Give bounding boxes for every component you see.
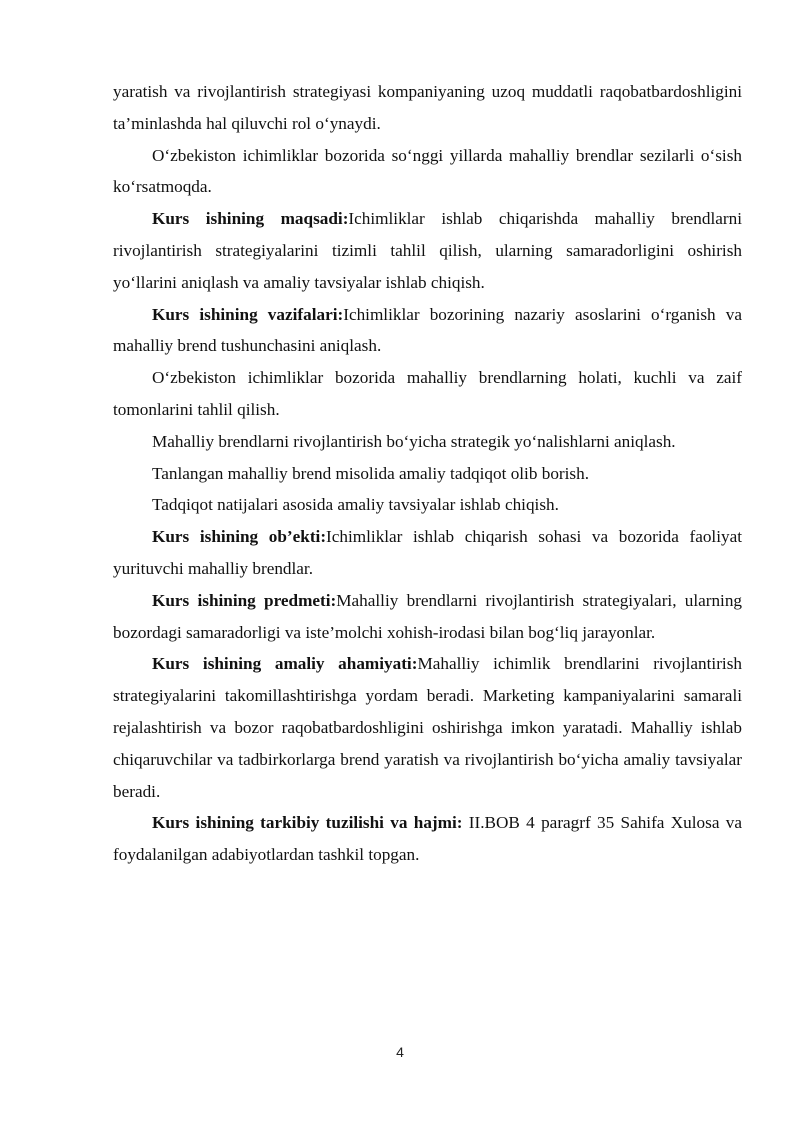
- paragraph-practical-significance: [113, 648, 742, 807]
- paragraph-task-recommendations: [113, 489, 742, 521]
- paragraph-task-strategy: [113, 426, 742, 458]
- paragraph-text: O‘zbekiston ichimliklar bozorida mahalliy brendlarning holati, kuchli va zaif tomonlarini tahlil qilish.: [113, 368, 742, 419]
- paragraph-goal: [113, 203, 742, 298]
- paragraph-heading: Kurs ishining maqsadi:: [152, 209, 349, 229]
- paragraph-heading: Kurs ishining tarkibiy tuzilishi va hajmi:: [152, 813, 469, 833]
- paragraph-object: [113, 521, 742, 585]
- paragraph-market-growth: [113, 140, 742, 204]
- paragraph-text: II.BOB 4 paragrf 35 Sahifa Xulosa va foydalanilgan adabiyotlardan tashkil topgan.: [113, 813, 742, 865]
- paragraph-heading: Kurs ishining ob’ekti:: [152, 527, 327, 547]
- paragraph-text: Ichimliklar ishlab chiqarish sohasi va bozorida faoliyat yurituvchi mahalliy brendlar.: [113, 527, 742, 578]
- paragraph-task-analysis: [113, 362, 742, 426]
- page-number: 4: [396, 1044, 404, 1060]
- paragraph-text: Ichimliklar ishlab chiqarishda mahalliy brendlarni rivojlantirish strategiyalarini tizimli tahlil qilish, ularning samaradorligini oshirish yo‘llarini aniqlash va amaliy tavsiyalar ishlab chiqish.: [113, 209, 742, 292]
- paragraph-structure: [113, 807, 742, 871]
- paragraph-text: Tadqiqot natijalari asosida amaliy tavsiyalar ishlab chiqish.: [152, 495, 559, 515]
- paragraph-heading: Kurs ishining vazifalari:: [152, 304, 344, 324]
- paragraph-text: O‘zbekiston ichimliklar bozorida so‘nggi yillarda mahalliy brendlar sezilarli o‘sish ko‘rsatmoqda.: [113, 145, 742, 197]
- paragraph-tasks: [113, 299, 742, 363]
- paragraph-text: Tanlangan mahalliy brend misolida amaliy tadqiqot olib borish.: [152, 463, 589, 483]
- paragraph-text: yaratish va rivojlantirish strategiyasi kompaniyaning uzoq muddatli raqobatbardoshligini ta’minlashda hal qiluvchi rol o‘ynaydi.: [113, 82, 742, 133]
- paragraph-task-case-study: [113, 458, 742, 490]
- paragraph-subject: [113, 585, 742, 649]
- paragraph-text: Mahalliy ichimlik brendlarini rivojlantirish strategiyalarini takomillashtirishga yordam beradi. Marketing kampaniyalarini samarali rejalashtirish va bozor raqobatbardoshligini oshirishga imkon yaratadi. Mahalliy ishlab chiqaruvchilar va tadbirkorlarga brend yaratish va rivojlantirish bo‘yicha amaliy tavsiyalar beradi.: [113, 654, 742, 801]
- paragraph-heading: Kurs ishining amaliy ahamiyati:: [152, 654, 418, 674]
- paragraph-text: Ichimliklar bozorining nazariy asoslarini o‘rganish va mahalliy brend tushunchasini aniqlash.: [113, 304, 742, 356]
- document-body: [113, 76, 742, 871]
- paragraph-intro-continuation: [113, 76, 742, 140]
- paragraph-text: Mahalliy brendlarni rivojlantirish strategiyalari, ularning bozordagi samaradorligi va iste’molchi xohish-irodasi bilan bog‘liq jarayonlar.: [113, 590, 743, 642]
- paragraph-heading: Kurs ishining predmeti:: [152, 590, 337, 610]
- paragraph-text: Mahalliy brendlarni rivojlantirish bo‘yicha strategik yo‘nalishlarni aniqlash.: [152, 431, 676, 451]
